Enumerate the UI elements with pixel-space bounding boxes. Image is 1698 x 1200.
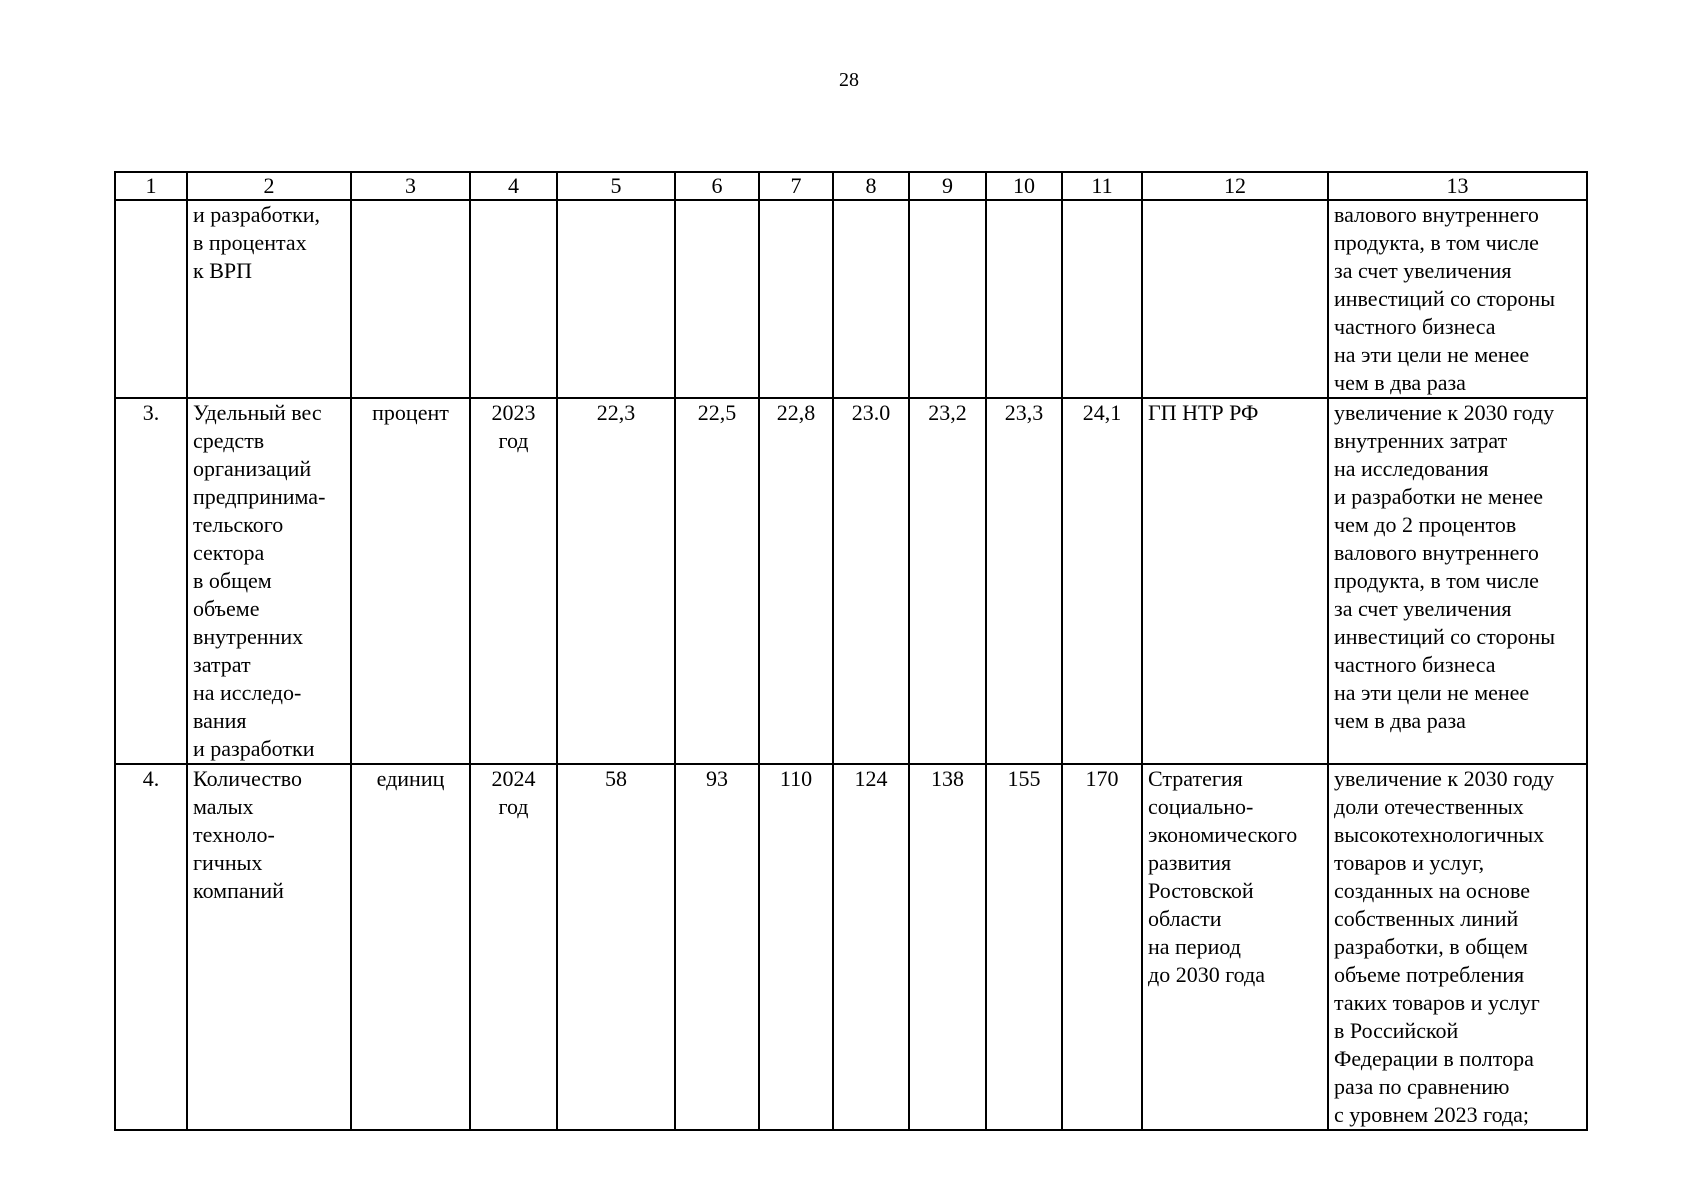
page-number: 28	[839, 69, 859, 91]
header-cell: 4	[470, 172, 557, 200]
value-cell	[557, 200, 675, 398]
header-cell: 6	[675, 172, 759, 200]
table-row	[115, 764, 1587, 1130]
value-cell	[1062, 200, 1142, 398]
header-cell: 2	[187, 172, 351, 200]
header-cell: 1	[115, 172, 187, 200]
value-cell: 22,3	[557, 398, 675, 764]
unit-cell: процент	[351, 398, 470, 764]
indicator-name-cell: Количество малых техноло- гичных компаний	[187, 764, 351, 1130]
source-document-cell: ГП НТР РФ	[1142, 398, 1328, 764]
value-cell	[833, 200, 909, 398]
value-cell: 22,8	[759, 398, 833, 764]
value-cell: 23,3	[986, 398, 1062, 764]
indicators-table	[114, 171, 1588, 1131]
unit-cell	[351, 200, 470, 398]
value-cell: 24,1	[1062, 398, 1142, 764]
value-cell	[675, 200, 759, 398]
row-number-cell: 3.	[115, 398, 187, 764]
table-header-row	[115, 172, 1587, 200]
table-row	[115, 200, 1587, 398]
value-cell: 170	[1062, 764, 1142, 1130]
base-year-cell: 2023 год	[470, 398, 557, 764]
table-row	[115, 398, 1587, 764]
value-cell: 155	[986, 764, 1062, 1130]
header-cell: 9	[909, 172, 986, 200]
header-cell: 10	[986, 172, 1062, 200]
source-document-cell: Стратегия социально- экономического развития Ростовской области на период до 2030 года	[1142, 764, 1328, 1130]
header-cell: 8	[833, 172, 909, 200]
base-year-cell: 2024 год	[470, 764, 557, 1130]
value-cell	[986, 200, 1062, 398]
value-cell	[759, 200, 833, 398]
header-cell: 12	[1142, 172, 1328, 200]
row-number-cell: 4.	[115, 764, 187, 1130]
header-cell: 5	[557, 172, 675, 200]
value-cell: 22,5	[675, 398, 759, 764]
value-cell: 93	[675, 764, 759, 1130]
indicator-name-cell: Удельный вес средств организаций предпринима- тельского сектора в общем объеме внутренних затрат на исследо- вания и разработки	[187, 398, 351, 764]
value-cell: 138	[909, 764, 986, 1130]
unit-cell: единиц	[351, 764, 470, 1130]
value-cell: 58	[557, 764, 675, 1130]
goal-description-cell: увеличение к 2030 году доли отечественных высокотехнологичных товаров и услуг, созданных на основе собственных линий разработки, в общем объеме потребления таких товаров и услуг в Российской Федерации в полтора раза по сравнению с уровнем 2023 года;	[1328, 764, 1587, 1130]
goal-description-cell: увеличение к 2030 году внутренних затрат на исследования и разработки не менее чем до 2 процентов валового внутреннего продукта, в том числе за счет увеличения инвестиций со стороны частного бизнеса на эти цели не менее чем в два раза	[1328, 398, 1587, 764]
source-document-cell	[1142, 200, 1328, 398]
header-cell: 11	[1062, 172, 1142, 200]
base-year-cell	[470, 200, 557, 398]
header-cell: 3	[351, 172, 470, 200]
goal-description-cell: валового внутреннего продукта, в том числе за счет увеличения инвестиций со стороны частного бизнеса на эти цели не менее чем в два раза	[1328, 200, 1587, 398]
value-cell: 124	[833, 764, 909, 1130]
header-cell: 7	[759, 172, 833, 200]
value-cell	[909, 200, 986, 398]
value-cell: 23.0	[833, 398, 909, 764]
row-number-cell	[115, 200, 187, 398]
header-cell: 13	[1328, 172, 1587, 200]
value-cell: 23,2	[909, 398, 986, 764]
indicator-name-cell: и разработки, в процентах к ВРП	[187, 200, 351, 398]
value-cell: 110	[759, 764, 833, 1130]
